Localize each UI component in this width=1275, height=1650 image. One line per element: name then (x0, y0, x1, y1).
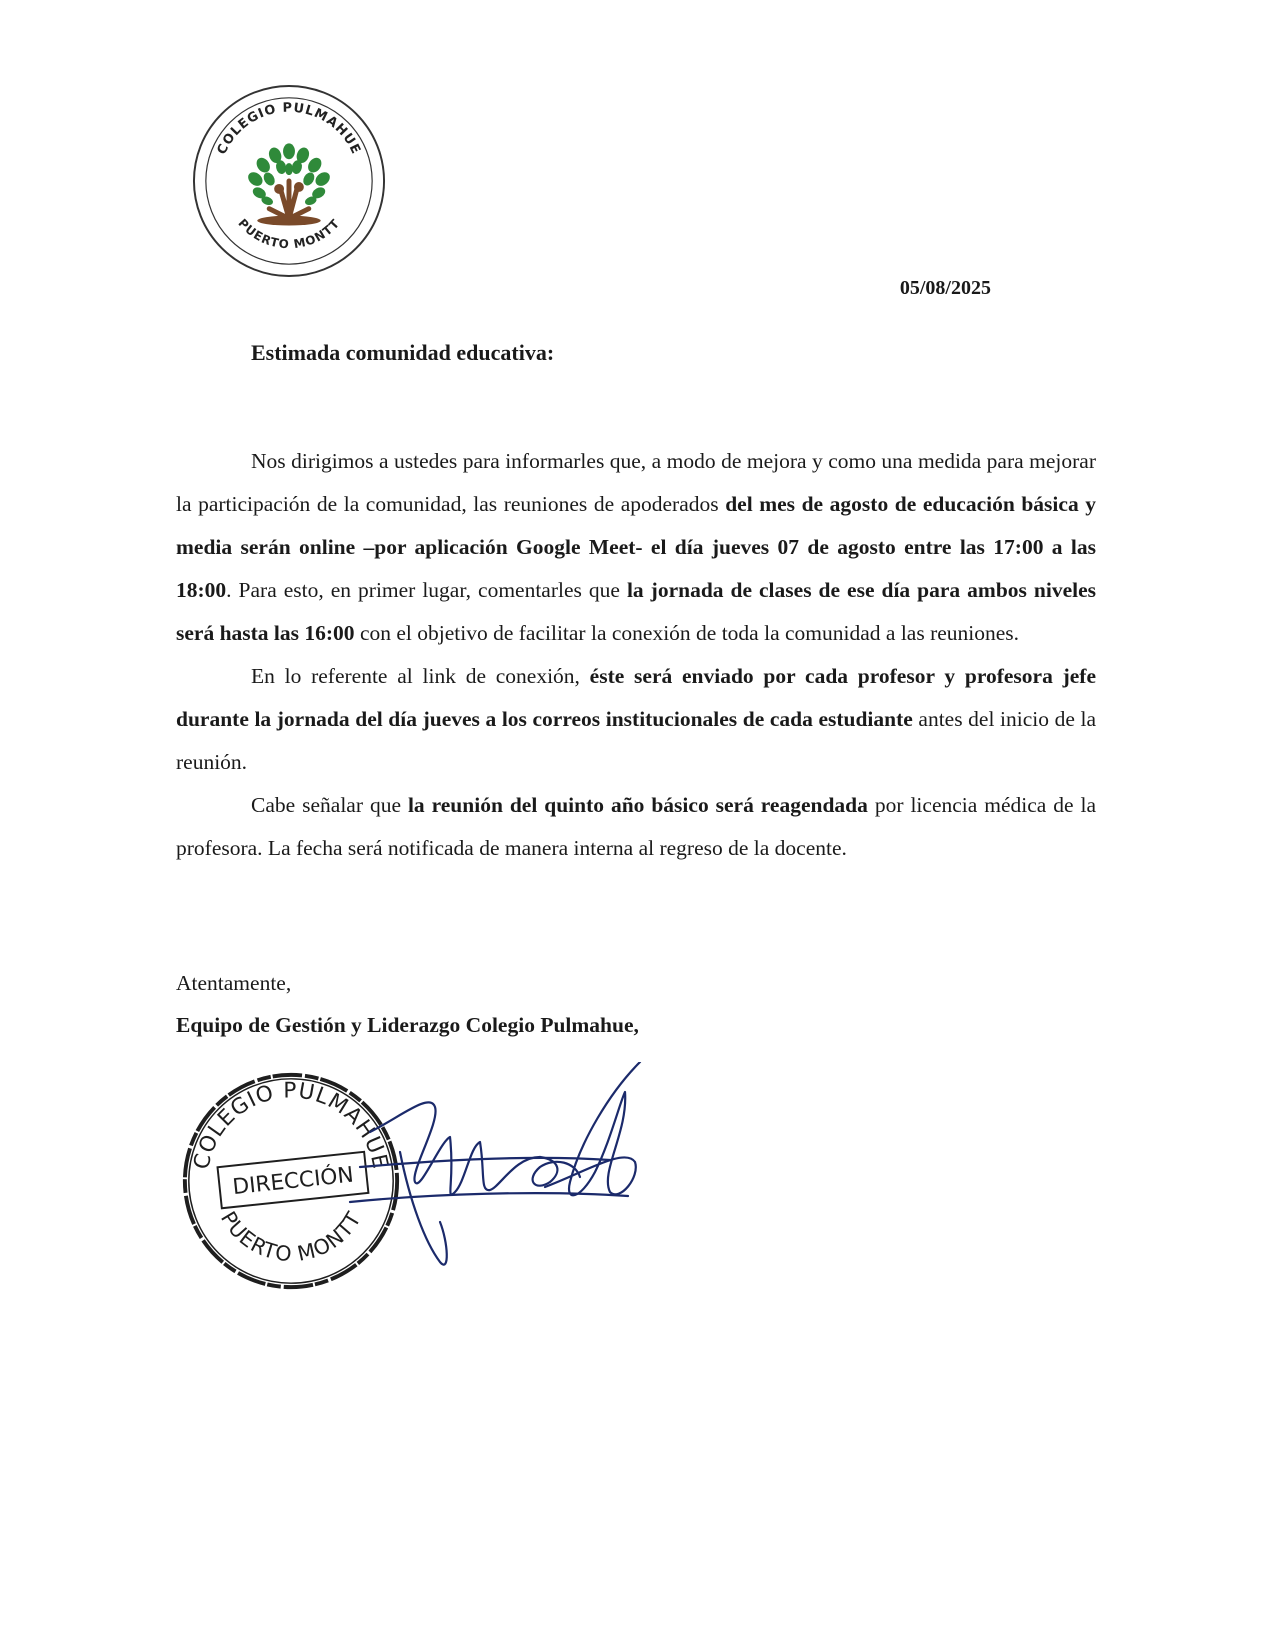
bold-text-run: la jornada de clases de ese día para ambos niveles será hasta las 16:00 (176, 578, 1097, 645)
svg-text:PUERTO MONTT: PUERTO MONTT (235, 216, 343, 252)
paragraph (176, 655, 1096, 784)
text-run: antes del inicio de la reunión. (176, 707, 1096, 774)
letter-date: 05/08/2025 (899, 277, 991, 299)
text-run: En lo referente al link de conexión, (251, 664, 590, 688)
text-run: . Para esto, en primer lugar, comentarles que (226, 578, 627, 602)
text-run: Nos dirigimos a ustedes para informarles que, a modo de mejora y como una medida para mejorar la participación de la comunidad, las reuniones de apoderados (176, 449, 1096, 516)
paragraph (176, 440, 1096, 655)
text-run: Cabe señalar que (251, 793, 408, 817)
text-run: por licencia médica de la profesora. La fecha será notificada de manera interna al regreso de la docente. (176, 793, 1097, 860)
svg-text:COLEGIO PULMAHUE: COLEGIO PULMAHUE (189, 1078, 393, 1172)
svg-text:COLEGIO PULMAHUE: COLEGIO PULMAHUE (214, 100, 364, 158)
school-logo (190, 82, 388, 280)
paragraph (176, 784, 1096, 870)
svg-text:PUERTO MONTT: PUERTO MONTT (215, 1207, 367, 1267)
bold-text-run: del mes de agosto de educación básica y media serán online –por aplicación Google Meet- el día jueves 07 de agosto entre las 17:00 a las 18:00 (176, 492, 1097, 602)
letter-body (176, 440, 1096, 870)
letter-closing (176, 962, 639, 1046)
bold-text-run: la reunión del quinto año básico será reagendada (407, 793, 868, 817)
bold-text-run: éste será enviado por cada profesor y profesora jefe durante la jornada del día jueves a los correos institucionales de cada estudiante (176, 664, 1096, 731)
letter-greeting: Estimada comunidad educativa: (251, 340, 555, 365)
tree-icon (245, 143, 332, 225)
svg-text:DIRECCIÓN: DIRECCIÓN (231, 1162, 355, 1201)
text-run: con el objetivo de facilitar la conexión de toda la comunidad a las reuniones. (354, 621, 1020, 645)
handwritten-signature (340, 1062, 680, 1286)
closing-salutation: Atentamente, (176, 971, 292, 995)
signatory-team: Equipo de Gestión y Liderazgo Colegio Pulmahue, (176, 1013, 639, 1037)
